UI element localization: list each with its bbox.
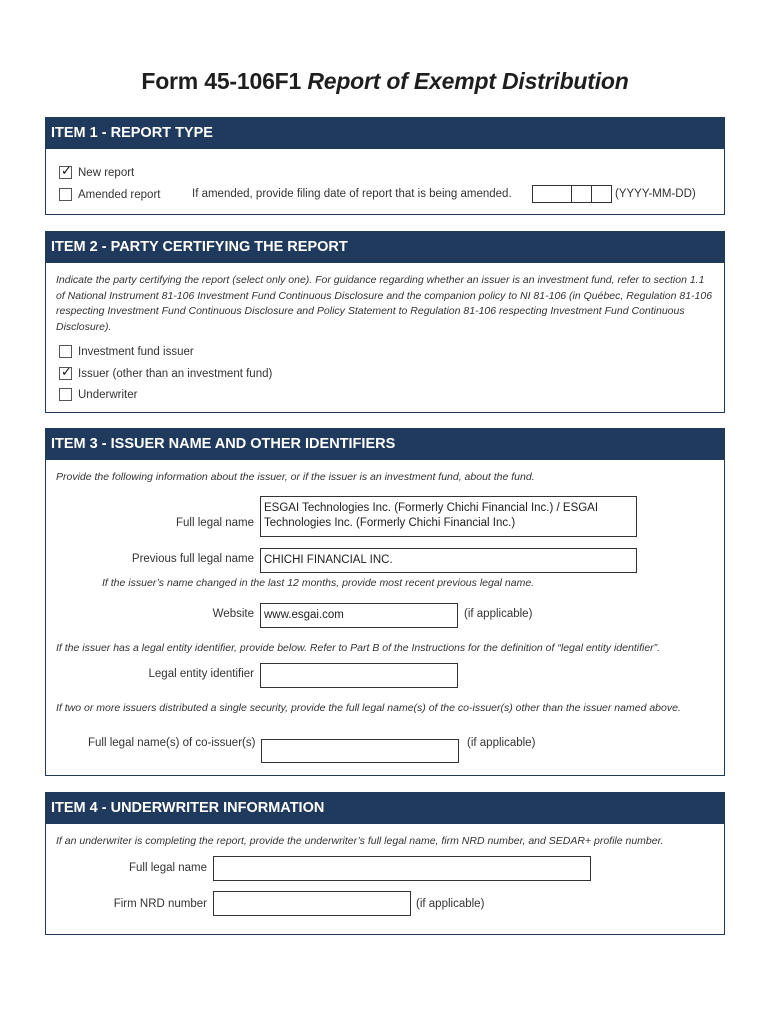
- item2-heading: ITEM 2 - PARTY CERTIFYING THE REPORT: [46, 232, 724, 263]
- item1-section: [45, 117, 725, 215]
- amended-prompt: If amended, provide filing date of report that is being amended.: [192, 188, 512, 200]
- issuer-label: Issuer (other than an investment fund): [78, 367, 273, 380]
- new-report-label: New report: [78, 166, 135, 179]
- lei-label: Legal entity identifier: [148, 668, 254, 680]
- item4-section: [45, 792, 725, 935]
- previous-name-note: If the issuer’s name changed in the last 12 months, provide most recent previous legal name.: [102, 577, 535, 589]
- new-report-checkbox[interactable]: [59, 166, 72, 179]
- nrd-label: Firm NRD number: [113, 898, 207, 910]
- item2-instructions: Indicate the party certifying the report (select only one). For guidance regarding whether an issuer is an investment fund, refer to section 1.1 of National Instrument 81-106 Investment Fund Continuous Disclosure and the companion policy to NI 81-106 (in Québec, Regulation 81-106 respecting Investment Fund Continuous Disclosure and Policy Statement to Regulation 81-106 respecting Investment Fund Continuous Disclosure).: [56, 274, 713, 333]
- website-if-applicable: (if applicable): [464, 608, 533, 620]
- amended-report-checkbox[interactable]: [59, 188, 72, 201]
- previous-name-field[interactable]: CHICHI FINANCIAL INC.: [260, 548, 637, 573]
- page-title: [0, 68, 770, 95]
- website-label: Website: [212, 608, 254, 620]
- underwriter-checkbox[interactable]: [59, 388, 72, 401]
- investment-fund-checkbox[interactable]: [59, 345, 72, 358]
- coissuer-note: If two or more issuers distributed a single security, provide the full legal name(s) of the co-issuer(s) other than the issuer named above.: [56, 702, 681, 714]
- amended-report-label: Amended report: [78, 188, 161, 201]
- amended-report-option[interactable]: [59, 187, 160, 202]
- amended-date-input[interactable]: [532, 185, 612, 203]
- previous-name-label: Previous full legal name: [131, 553, 254, 565]
- coissuer-label: Full legal name(s) of co-issuer(s): [88, 737, 256, 749]
- lei-note: If the issuer has a legal entity identifier, provide below. Refer to Part B of the Instructions for the definition of “legal entity identifier”.: [56, 642, 661, 654]
- date-format-hint: (YYYY-MM-DD): [615, 188, 696, 200]
- form-number: Form 45-106F1: [141, 68, 302, 94]
- full-legal-name-field[interactable]: ESGAI Technologies Inc. (Formerly Chichi Financial Inc.) / ESGAI Technologies Inc. (Formerly Chichi Financial Inc.): [260, 496, 637, 537]
- issuer-checkbox[interactable]: [59, 367, 72, 380]
- coissuer-field[interactable]: [261, 739, 459, 763]
- item4-instructions: If an underwriter is completing the report, provide the underwriter’s full legal name, firm NRD number, and SEDAR+ profile number.: [56, 835, 664, 847]
- lei-field[interactable]: [260, 663, 458, 688]
- item3-section: [45, 428, 725, 776]
- coissuer-if-applicable: (if applicable): [467, 737, 536, 749]
- new-report-option[interactable]: [59, 165, 134, 180]
- party-option-underwriter[interactable]: [59, 387, 137, 402]
- item4-heading: ITEM 4 - UNDERWRITER INFORMATION: [46, 793, 724, 824]
- nrd-if-applicable: (if applicable): [416, 898, 485, 910]
- form-name: Report of Exempt Distribution: [307, 68, 629, 94]
- item2-section: [45, 231, 725, 413]
- party-option-issuer[interactable]: [59, 366, 272, 381]
- item1-heading: ITEM 1 - REPORT TYPE: [46, 118, 724, 149]
- underwriter-name-label: Full legal name: [129, 862, 207, 874]
- investment-fund-label: Investment fund issuer: [78, 345, 194, 358]
- website-field[interactable]: www.esgai.com: [260, 603, 458, 628]
- underwriter-label: Underwriter: [78, 388, 138, 401]
- nrd-field[interactable]: [213, 891, 411, 916]
- underwriter-name-field[interactable]: [213, 856, 591, 881]
- full-legal-name-label: Full legal name: [176, 517, 254, 529]
- item3-instructions: Provide the following information about the issuer, or if the issuer is an investment fund, about the fund.: [56, 471, 535, 483]
- party-option-investment-fund[interactable]: [59, 344, 194, 359]
- item3-heading: ITEM 3 - ISSUER NAME AND OTHER IDENTIFIERS: [46, 429, 724, 460]
